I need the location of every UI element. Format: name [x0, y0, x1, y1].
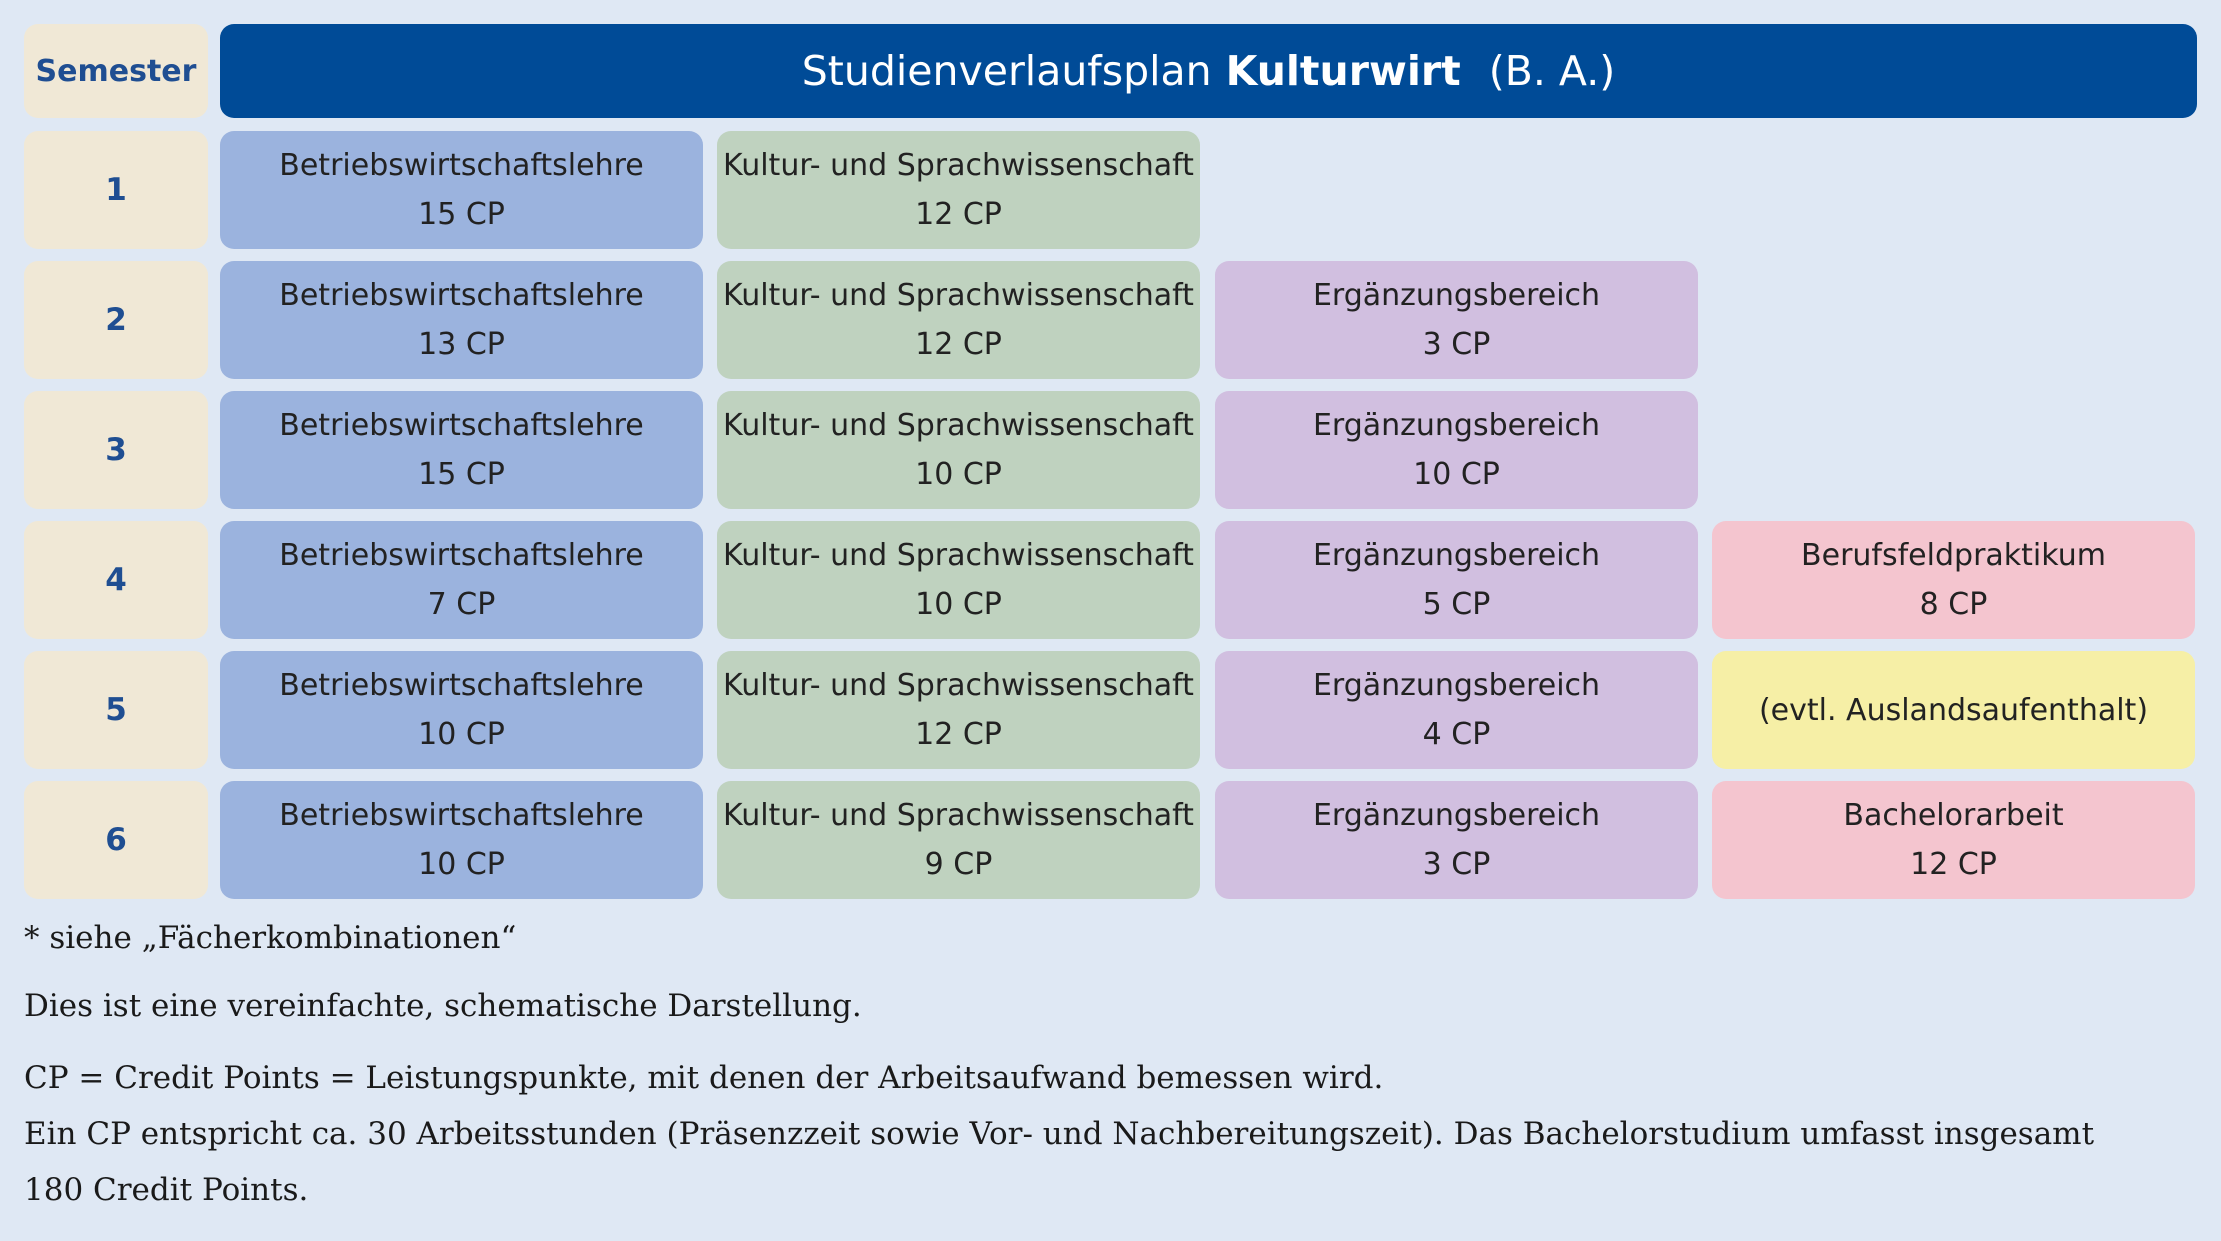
semester-number: 2	[24, 261, 208, 379]
module-betriebswirtschaftslehre	[220, 391, 703, 509]
module-label: Berufsfeldpraktikum	[1801, 538, 2106, 573]
module-label: Betriebswirtschaftslehre	[279, 668, 644, 703]
module-label: Ergänzungsbereich	[1312, 408, 1601, 443]
simplified-note: Dies ist eine vereinfachte, schematische Darstellung.	[24, 988, 862, 1024]
module-cp: 3 CP	[1422, 847, 1491, 882]
module-label: Ergänzungsbereich	[1312, 668, 1601, 703]
module-ergaenzungsbereich	[1215, 781, 1698, 899]
semester-row	[0, 391, 2221, 509]
module-bachelorarbeit	[1712, 781, 2195, 899]
semester-number: 3	[24, 391, 208, 509]
module-ergaenzungsbereich	[1215, 261, 1698, 379]
module-cp: 15 CP	[418, 457, 505, 492]
module-cp: 10 CP	[915, 457, 1002, 492]
module-label: Kultur- und Sprachwissenschaft	[723, 538, 1194, 573]
module-kultur-sprachwissenschaft	[717, 261, 1200, 379]
module-cp: 10 CP	[418, 717, 505, 752]
title-degree: (B. A.)	[1488, 47, 1616, 95]
module-cp: 10 CP	[915, 587, 1002, 622]
module-cp: 12 CP	[915, 197, 1002, 232]
cp-total-note: 180 Credit Points.	[24, 1172, 309, 1208]
module-cp: 4 CP	[1422, 717, 1491, 752]
semester-number: 6	[24, 781, 208, 899]
module-cp: 5 CP	[1422, 587, 1491, 622]
module-kultur-sprachwissenschaft	[717, 521, 1200, 639]
module-kultur-sprachwissenschaft	[717, 651, 1200, 769]
semester-number: 5	[24, 651, 208, 769]
module-label: Betriebswirtschaftslehre	[279, 278, 644, 313]
semester-row	[0, 781, 2221, 899]
module-cp: 8 CP	[1919, 587, 1988, 622]
module-label: Kultur- und Sprachwissenschaft	[723, 668, 1194, 703]
module-cp: 12 CP	[1910, 847, 1997, 882]
module-label: Betriebswirtschaftslehre	[279, 408, 644, 443]
module-betriebswirtschaftslehre	[220, 651, 703, 769]
semester-column-header: Semester	[24, 24, 208, 118]
semester-number: 4	[24, 521, 208, 639]
module-ergaenzungsbereich	[1215, 651, 1698, 769]
module-cp: 7 CP	[427, 587, 496, 622]
module-kultur-sprachwissenschaft	[717, 391, 1200, 509]
module-betriebswirtschaftslehre	[220, 261, 703, 379]
plan-title	[220, 24, 2197, 118]
module-label: Kultur- und Sprachwissenschaft	[723, 408, 1194, 443]
module-cp: 3 CP	[1422, 327, 1491, 362]
module-betriebswirtschaftslehre	[220, 781, 703, 899]
module-cp: 10 CP	[418, 847, 505, 882]
title-program: Kulturwirt	[1225, 47, 1461, 95]
module-label: Betriebswirtschaftslehre	[279, 148, 644, 183]
module-label: Bachelorarbeit	[1843, 798, 2064, 833]
module-cp: 12 CP	[915, 327, 1002, 362]
semester-row	[0, 131, 2221, 249]
semester-row	[0, 521, 2221, 639]
module-label: Ergänzungsbereich	[1312, 278, 1601, 313]
module-label: Ergänzungsbereich	[1312, 798, 1601, 833]
module-betriebswirtschaftslehre	[220, 131, 703, 249]
module-label: Kultur- und Sprachwissenschaft	[723, 148, 1194, 183]
module-betriebswirtschaftslehre	[220, 521, 703, 639]
module-label: Betriebswirtschaftslehre	[279, 798, 644, 833]
module-cp: 12 CP	[915, 717, 1002, 752]
semester-number: 1	[24, 131, 208, 249]
semester-row	[0, 651, 2221, 769]
module-cp: 15 CP	[418, 197, 505, 232]
module-kultur-sprachwissenschaft	[717, 131, 1200, 249]
module-ergaenzungsbereich	[1215, 391, 1698, 509]
module-cp: 10 CP	[1413, 457, 1500, 492]
cp-definition: CP = Credit Points = Leistungspunkte, mit denen der Arbeitsaufwand bemessen wird.	[24, 1060, 1384, 1096]
module-label: Kultur- und Sprachwissenschaft	[723, 798, 1194, 833]
module-label: Kultur- und Sprachwissenschaft	[723, 278, 1194, 313]
module-cp: 13 CP	[418, 327, 505, 362]
module-cp: 9 CP	[924, 847, 993, 882]
module-kultur-sprachwissenschaft	[717, 781, 1200, 899]
module-auslandsaufenthalt	[1712, 651, 2195, 769]
module-ergaenzungsbereich	[1215, 521, 1698, 639]
module-berufsfeldpraktikum	[1712, 521, 2195, 639]
module-label: Betriebswirtschaftslehre	[279, 538, 644, 573]
title-prefix: Studienverlaufsplan	[801, 47, 1212, 95]
module-label: Ergänzungsbereich	[1312, 538, 1601, 573]
footnote: * siehe „Fächerkombinationen“	[24, 920, 517, 956]
module-label: (evtl. Auslandsaufenthalt)	[1758, 692, 2149, 728]
semester-row	[0, 261, 2221, 379]
cp-hours-note: Ein CP entspricht ca. 30 Arbeitsstunden (Präsenzzeit sowie Vor- und Nachbereitungszeit). Das Bachelorstudium umfasst insgesamt	[24, 1116, 2095, 1152]
